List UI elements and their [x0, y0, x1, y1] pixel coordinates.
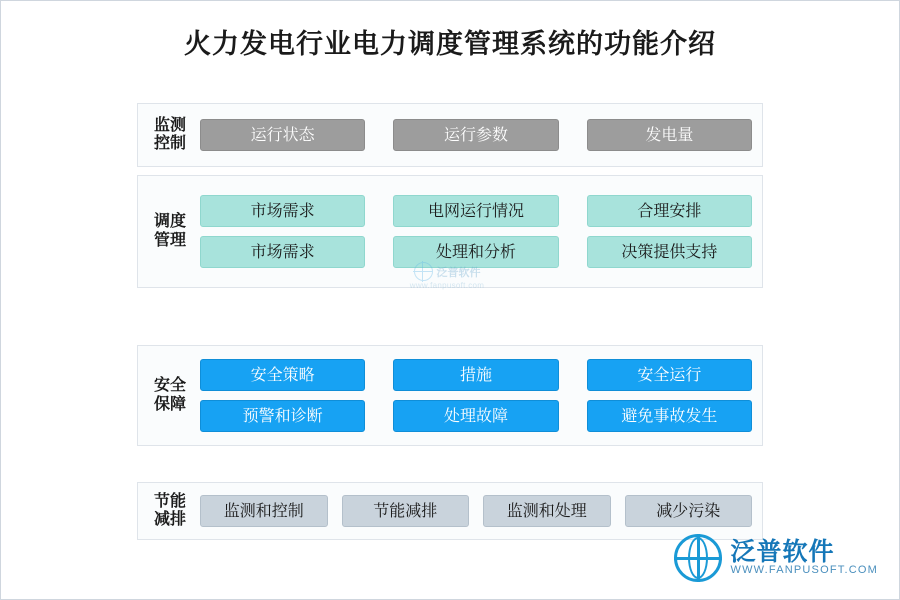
- group-row: [200, 195, 752, 227]
- function-item[interactable]: 监测和控制: [200, 495, 328, 527]
- group-dispatch-management: [137, 175, 763, 288]
- group-label-dispatch-management: [142, 213, 198, 250]
- function-item[interactable]: 处理和分析: [393, 236, 558, 268]
- function-item[interactable]: 处理故障: [393, 400, 558, 432]
- group-label-line: 管理: [153, 231, 186, 249]
- group-label-safety-assurance: [142, 377, 198, 414]
- page-title: 火力发电行业电力调度管理系统的功能介绍: [184, 29, 716, 59]
- group-rows: [198, 195, 762, 268]
- function-item[interactable]: 市场需求: [200, 236, 365, 268]
- group-energy-saving: [137, 482, 763, 540]
- function-item[interactable]: 减少污染: [625, 495, 753, 527]
- group-label-line: 节能: [153, 492, 186, 510]
- logo-url: WWW.FANPUSOFT.COM: [730, 564, 878, 577]
- group-label-line: 保障: [153, 395, 186, 413]
- function-item[interactable]: 避免事故发生: [587, 400, 752, 432]
- group-row: [200, 119, 752, 151]
- watermark-url: www.fanpusoft.com: [409, 281, 485, 290]
- function-item[interactable]: 预警和诊断: [200, 400, 365, 432]
- function-item[interactable]: 监测和处理: [483, 495, 611, 527]
- function-item[interactable]: 运行状态: [200, 119, 365, 151]
- group-label-line: 调度: [153, 213, 186, 231]
- group-rows: [198, 119, 762, 151]
- group-monitoring-control: [137, 103, 763, 167]
- function-item[interactable]: 节能减排: [342, 495, 470, 527]
- group-label-line: 减排: [153, 511, 186, 528]
- logo-texts: [730, 539, 878, 577]
- function-item[interactable]: 市场需求: [200, 195, 365, 227]
- group-safety-assurance: [137, 345, 763, 446]
- group-row: [200, 400, 752, 432]
- logo-name: 泛普软件: [730, 538, 835, 567]
- globe-icon: [674, 534, 722, 582]
- group-row: [200, 236, 752, 268]
- group-label-line: 控制: [153, 135, 186, 152]
- function-item[interactable]: 运行参数: [393, 119, 558, 151]
- function-item[interactable]: 合理安排: [587, 195, 752, 227]
- group-label-line: 监测: [153, 116, 186, 134]
- group-label-monitoring-control: [142, 117, 198, 154]
- group-rows: [198, 359, 762, 432]
- function-item[interactable]: 安全运行: [587, 359, 752, 391]
- globe-ellipse: [688, 537, 708, 579]
- group-row: [200, 495, 752, 527]
- group-row: [200, 359, 752, 391]
- function-item[interactable]: 措施: [393, 359, 558, 391]
- group-label-energy-saving: [142, 493, 198, 530]
- function-item[interactable]: 发电量: [587, 119, 752, 151]
- group-label-line: 安全: [153, 377, 186, 395]
- company-logo: [674, 534, 878, 582]
- group-rows: [198, 495, 762, 527]
- function-item[interactable]: 安全策略: [200, 359, 365, 391]
- function-item[interactable]: 电网运行情况: [393, 195, 558, 227]
- watermark-name: 泛普软件: [436, 266, 481, 279]
- function-item[interactable]: 决策提供支持: [587, 236, 752, 268]
